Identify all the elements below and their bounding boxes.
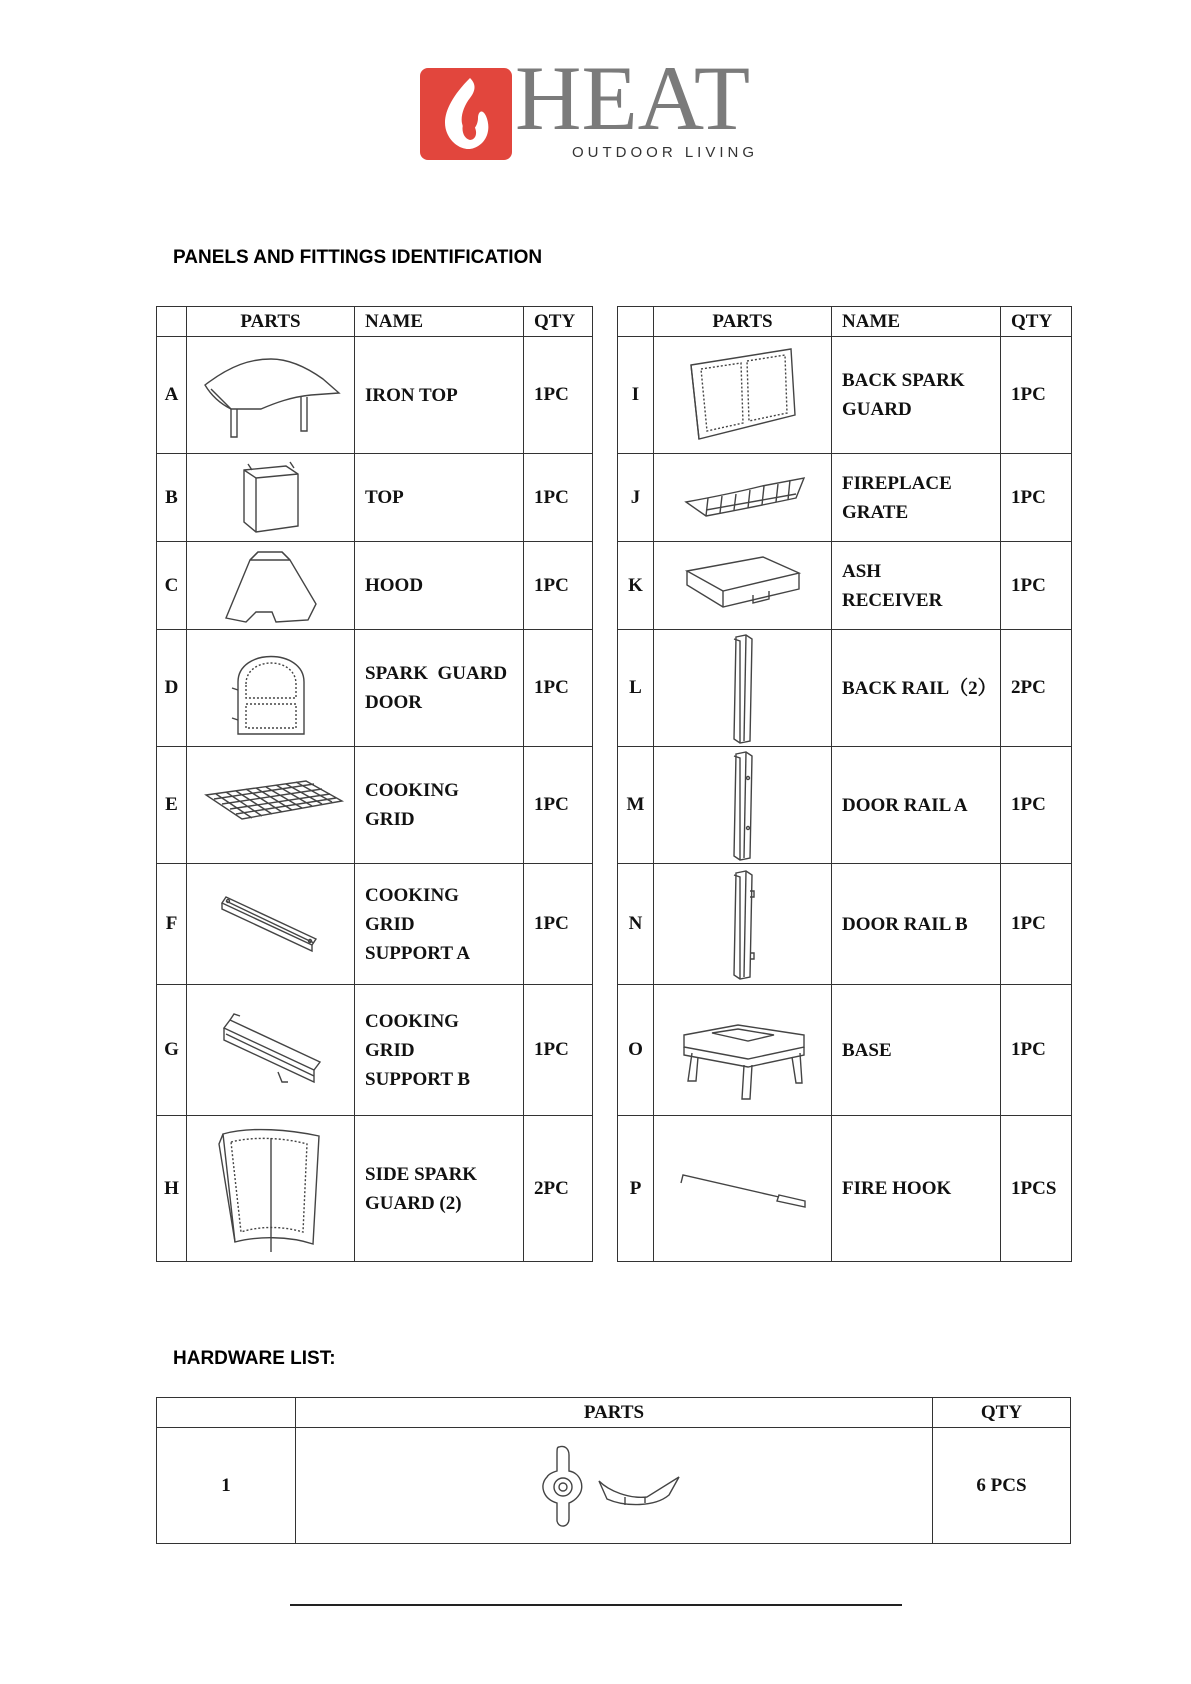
header-name: NAME — [355, 307, 524, 337]
header-parts: PARTS — [654, 307, 832, 337]
part-letter: M — [618, 747, 654, 864]
table-row — [157, 630, 593, 747]
part-qty: 1PC — [1001, 864, 1072, 985]
part-qty: 1PC — [1001, 454, 1072, 542]
brand-wordmark: HEAT — [515, 47, 751, 149]
part-image — [187, 864, 355, 985]
table-row — [157, 864, 593, 985]
part-name — [355, 542, 524, 630]
part-name-line: COOKING — [365, 884, 459, 906]
table-row — [157, 1428, 1071, 1544]
part-name-line: SUPPORT A — [365, 942, 471, 964]
part-name-line: DOOR RAIL A — [842, 794, 968, 816]
part-name-line: BACK RAIL（2） — [842, 677, 997, 699]
part-letter: I — [618, 337, 654, 454]
part-image — [654, 454, 832, 542]
part-qty: 1PC — [524, 864, 593, 985]
hood-icon — [187, 546, 354, 626]
brand-logo — [420, 47, 780, 166]
part-name — [832, 630, 1001, 747]
hardware-table — [156, 1397, 1071, 1544]
part-name-line: SIDE SPARK — [365, 1163, 478, 1185]
part-name-line: BASE — [842, 1039, 892, 1061]
part-name-line: GRATE — [842, 501, 909, 523]
cooking-grid-icon — [187, 775, 354, 835]
hardware-number: 1 — [157, 1428, 296, 1544]
part-image — [187, 454, 355, 542]
part-name-line: RECEIVER — [842, 589, 943, 611]
part-image — [187, 1116, 355, 1262]
part-qty: 1PC — [524, 542, 593, 630]
part-name-line: GRID — [365, 1039, 415, 1061]
part-letter: O — [618, 985, 654, 1116]
part-name — [832, 337, 1001, 454]
part-letter: E — [157, 747, 187, 864]
grid-support-a-icon — [187, 889, 354, 959]
header-parts: PARTS — [187, 307, 355, 337]
part-image — [654, 747, 832, 864]
part-name-line: SPARK GUARD — [365, 663, 508, 684]
part-image — [187, 337, 355, 454]
hardware-qty: 6 PCS — [933, 1428, 1071, 1544]
part-letter: C — [157, 542, 187, 630]
table-row — [157, 542, 593, 630]
part-name — [832, 747, 1001, 864]
panels-section-title: PANELS AND FITTINGS IDENTIFICATION — [173, 247, 543, 268]
part-name-line: DOOR RAIL B — [842, 913, 968, 935]
table-row — [618, 747, 1072, 864]
table-header-row — [618, 307, 1072, 337]
part-qty: 1PC — [1001, 337, 1072, 454]
part-image — [654, 630, 832, 747]
parts-table-right — [617, 306, 1072, 1262]
hardware-image — [296, 1428, 933, 1544]
top-icon — [187, 460, 354, 535]
table-row — [157, 985, 593, 1116]
part-image — [654, 864, 832, 985]
flame-logo-icon — [420, 68, 512, 160]
part-qty: 1PC — [524, 630, 593, 747]
part-qty: 1PC — [524, 454, 593, 542]
part-name — [355, 864, 524, 985]
table-row — [157, 337, 593, 454]
part-name — [832, 985, 1001, 1116]
table-header-row — [157, 307, 593, 337]
part-image — [654, 1116, 832, 1262]
part-letter: B — [157, 454, 187, 542]
part-qty: 1PC — [1001, 542, 1072, 630]
part-name — [832, 454, 1001, 542]
part-name — [832, 542, 1001, 630]
part-name-line: GRID — [365, 809, 415, 830]
part-name-line: DOOR — [365, 692, 422, 713]
back-spark-guard-icon — [654, 345, 831, 445]
part-image — [187, 542, 355, 630]
part-name-line: BACK SPARK — [842, 370, 965, 391]
base-icon — [654, 995, 831, 1105]
table-row — [157, 747, 593, 864]
part-letter: L — [618, 630, 654, 747]
part-qty: 1PC — [524, 747, 593, 864]
table-row — [618, 1116, 1072, 1262]
part-name-line: TOP — [365, 487, 404, 508]
table-row — [157, 1116, 593, 1262]
part-name-line: ASH — [842, 560, 882, 582]
part-name — [832, 1116, 1001, 1262]
part-name — [355, 454, 524, 542]
part-name-line: GUARD (2) — [365, 1192, 462, 1214]
part-letter: G — [157, 985, 187, 1116]
header-qty: QTY — [933, 1398, 1071, 1428]
part-qty: 2PC — [524, 1116, 593, 1262]
part-name-line: HOOD — [365, 575, 424, 596]
table-row — [618, 542, 1072, 630]
ash-receiver-icon — [654, 551, 831, 621]
part-name-line: GRID — [365, 913, 415, 935]
part-qty: 1PC — [524, 337, 593, 454]
header-name: NAME — [832, 307, 1001, 337]
part-name — [355, 747, 524, 864]
part-qty: 2PC — [1001, 630, 1072, 747]
part-letter: K — [618, 542, 654, 630]
table-row — [618, 630, 1072, 747]
side-spark-guard-icon — [187, 1124, 354, 1254]
part-image — [654, 542, 832, 630]
door-rail-b-icon — [654, 867, 831, 982]
part-letter: A — [157, 337, 187, 454]
parts-table-left — [156, 306, 593, 1262]
part-letter: D — [157, 630, 187, 747]
header-number — [157, 1398, 296, 1428]
part-letter: F — [157, 864, 187, 985]
header-qty: QTY — [1001, 307, 1072, 337]
part-name — [355, 1116, 524, 1262]
table-row — [618, 985, 1072, 1116]
part-letter: J — [618, 454, 654, 542]
door-rail-a-icon — [654, 748, 831, 863]
table-row — [157, 454, 593, 542]
part-letter: N — [618, 864, 654, 985]
header-qty: QTY — [524, 307, 593, 337]
part-qty: 1PCS — [1001, 1116, 1072, 1262]
hardware-section-title: HARDWARE LIST: — [173, 1348, 336, 1369]
table-row — [618, 337, 1072, 454]
footer-divider — [290, 1604, 902, 1606]
fire-hook-icon — [654, 1169, 831, 1209]
part-name-line: FIREPLACE — [842, 472, 952, 494]
part-name — [832, 864, 1001, 985]
header-letter — [618, 307, 654, 337]
part-name — [355, 337, 524, 454]
spark-guard-door-icon — [187, 638, 354, 738]
part-letter: H — [157, 1116, 187, 1262]
part-name-line: IRON TOP — [365, 384, 458, 406]
part-image — [187, 747, 355, 864]
part-image — [187, 630, 355, 747]
part-image — [654, 337, 832, 454]
part-name-line: COOKING — [365, 780, 459, 801]
table-row — [618, 864, 1072, 985]
header-parts: PARTS — [296, 1398, 933, 1428]
back-rail-icon — [654, 631, 831, 746]
part-name — [355, 630, 524, 747]
part-name-line: SUPPORT B — [365, 1068, 471, 1090]
table-header-row — [157, 1398, 1071, 1428]
iron-top-icon — [187, 345, 354, 445]
wing-nut-icon — [296, 1441, 932, 1531]
part-name-line: COOKING — [365, 1010, 459, 1032]
part-name — [355, 985, 524, 1116]
part-qty: 1PC — [1001, 985, 1072, 1116]
brand-tagline: OUTDOOR LIVING — [572, 144, 759, 161]
grid-support-b-icon — [187, 1010, 354, 1090]
part-qty: 1PC — [1001, 747, 1072, 864]
table-row — [618, 454, 1072, 542]
part-letter: P — [618, 1116, 654, 1262]
fireplace-grate-icon — [654, 468, 831, 528]
part-qty: 1PC — [524, 985, 593, 1116]
header-letter — [157, 307, 187, 337]
part-name-line: FIRE HOOK — [842, 1178, 952, 1199]
part-image — [654, 985, 832, 1116]
part-image — [187, 985, 355, 1116]
part-name-line: GUARD — [842, 399, 912, 420]
